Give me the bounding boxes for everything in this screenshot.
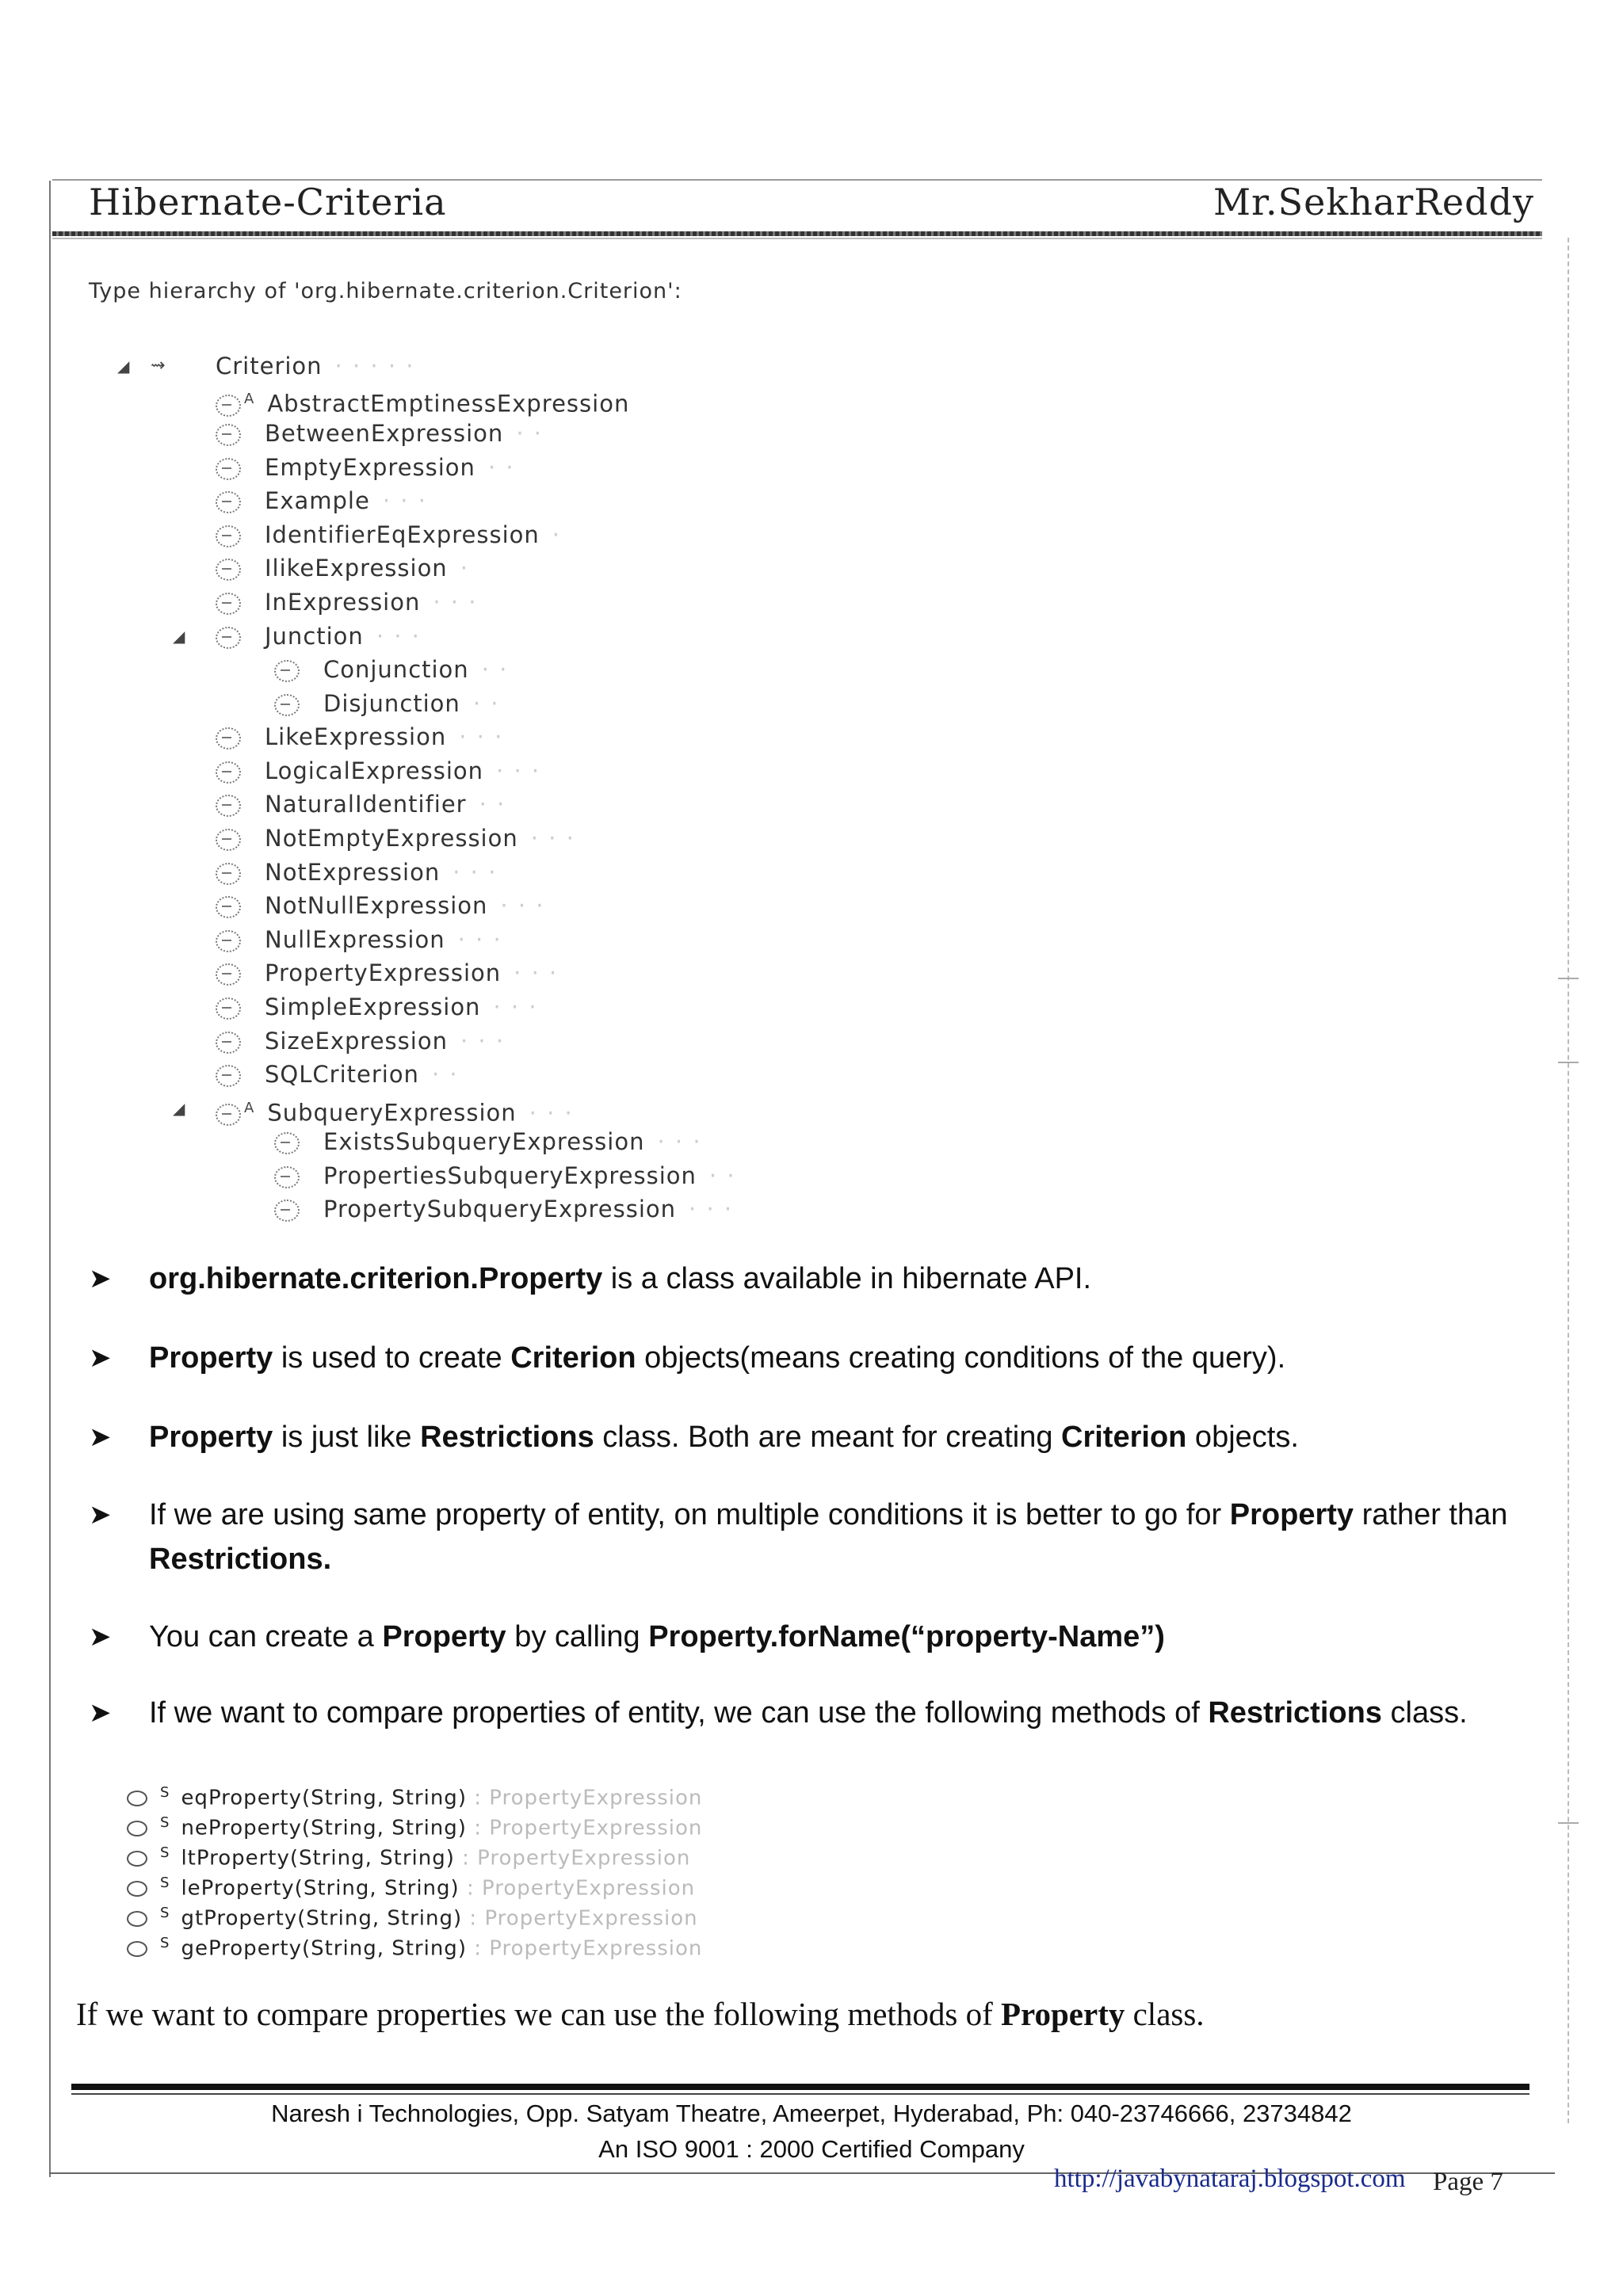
class-icon bbox=[216, 1065, 241, 1087]
arrow-bullet-icon: ➤ bbox=[89, 1697, 112, 1729]
class-icon bbox=[274, 1166, 300, 1188]
binding-edge-marks bbox=[1568, 238, 1571, 2123]
edge-tick bbox=[1558, 1822, 1579, 1824]
tree-item: IlikeExpression · bbox=[216, 552, 469, 584]
tree-item: LogicalExpression · · · bbox=[216, 755, 540, 787]
edge-tick bbox=[1558, 1062, 1579, 1063]
tree-item: NotNullExpression · · · bbox=[216, 890, 545, 921]
method-item: $^S$ neProperty(String, String) : PropertyExpression bbox=[127, 1808, 702, 1838]
tree-item: NotEmptyExpression · · · bbox=[216, 822, 575, 854]
class-icon bbox=[216, 930, 241, 952]
tree-item: $^A$ AbstractEmptinessExpression bbox=[216, 383, 629, 415]
class-icon bbox=[216, 761, 241, 784]
footer-divider-thin bbox=[71, 2093, 1529, 2095]
expand-triangle-icon: ◢ bbox=[117, 357, 131, 376]
tree-item: IdentifierEqExpression · bbox=[216, 519, 561, 551]
class-icon bbox=[216, 395, 241, 417]
author-name: Mr.SekharReddy bbox=[1212, 181, 1534, 223]
tree-item: EmptyExpression · · bbox=[216, 452, 515, 483]
tree-item: LikeExpression · · · bbox=[216, 721, 503, 753]
method-item: $^S$ gtProperty(String, String) : PropertyExpression bbox=[127, 1898, 698, 1928]
tree-item: Disjunction · · bbox=[274, 688, 499, 719]
method-item: $^S$ eqProperty(String, String) : PropertyExpression bbox=[127, 1778, 702, 1808]
tree-item: ExistsSubqueryExpression · · · bbox=[274, 1126, 702, 1158]
method-icon bbox=[127, 1911, 147, 1927]
edge-tick bbox=[1558, 978, 1579, 979]
class-icon bbox=[216, 727, 241, 749]
method-icon bbox=[127, 1821, 147, 1836]
class-icon bbox=[274, 660, 300, 682]
tree-item: NotExpression · · · bbox=[216, 856, 497, 888]
tree-item: BetweenExpression · · bbox=[216, 418, 543, 449]
class-icon bbox=[274, 1132, 300, 1154]
class-icon bbox=[216, 424, 241, 446]
tree-item: InExpression · · · bbox=[216, 586, 477, 618]
arrow-bullet-icon: ➤ bbox=[89, 1421, 112, 1453]
arrow-bullet-icon: ➤ bbox=[89, 1621, 112, 1653]
class-icon bbox=[216, 795, 241, 817]
interface-icon: ⇝ bbox=[151, 356, 166, 376]
tree-item: PropertyExpression · · · bbox=[216, 957, 558, 989]
tree-item: ◢ Junction · · · bbox=[216, 620, 421, 652]
footer-address: Naresh i Technologies, Opp. Satyam Theatre, Ameerpet, Hyderabad, Ph: 040-23746666, 23734842 bbox=[271, 2100, 1352, 2127]
tree-item: PropertySubqueryExpression · · · bbox=[274, 1193, 733, 1225]
class-icon bbox=[216, 997, 241, 1020]
class-icon bbox=[216, 1032, 241, 1054]
arrow-bullet-icon: ➤ bbox=[89, 1342, 112, 1374]
header-divider-thin bbox=[52, 238, 1542, 239]
class-icon bbox=[216, 1104, 241, 1126]
class-icon bbox=[216, 627, 241, 649]
class-icon bbox=[216, 963, 241, 986]
class-icon bbox=[216, 491, 241, 513]
method-icon bbox=[127, 1941, 147, 1957]
class-icon bbox=[216, 863, 241, 885]
tree-item: Conjunction · · bbox=[274, 654, 508, 685]
class-icon bbox=[216, 896, 241, 918]
hierarchy-caption: Type hierarchy of 'org.hibernate.criterion.Criterion': bbox=[89, 279, 682, 303]
tree-root: ◢ ⇝ Criterion · · · · · bbox=[216, 350, 415, 382]
class-icon bbox=[216, 458, 241, 480]
tree-item: NullExpression · · · bbox=[216, 924, 502, 955]
class-icon bbox=[216, 559, 241, 581]
arrow-bullet-icon: ➤ bbox=[89, 1263, 112, 1295]
page-number: Page 7 bbox=[1433, 2168, 1503, 2196]
expand-triangle-icon: ◢ bbox=[173, 1099, 186, 1118]
class-icon bbox=[274, 1199, 300, 1222]
footer-certification: An ISO 9001 : 2000 Certified Company bbox=[598, 2135, 1025, 2163]
method-item: $^S$ ltProperty(String, String) : PropertyExpression bbox=[127, 1838, 690, 1868]
page-title: Hibernate-Criteria bbox=[89, 181, 447, 223]
tree-item: Example · · · bbox=[216, 485, 427, 517]
method-icon bbox=[127, 1851, 147, 1867]
tree-item: ◢ $^A$ SubqueryExpression · · · bbox=[216, 1093, 574, 1124]
method-item: $^S$ geProperty(String, String) : PropertyExpression bbox=[127, 1928, 702, 1958]
class-icon bbox=[216, 829, 241, 851]
class-icon bbox=[216, 525, 241, 547]
tree-item: PropertiesSubqueryExpression · · bbox=[274, 1160, 736, 1192]
class-icon bbox=[274, 694, 300, 716]
header-divider bbox=[52, 231, 1542, 236]
method-item: $^S$ leProperty(String, String) : PropertyExpression bbox=[127, 1868, 695, 1898]
tree-item: SQLCriterion · · bbox=[216, 1058, 459, 1090]
tree-item: NaturalIdentifier · · bbox=[216, 788, 506, 820]
method-icon bbox=[127, 1791, 147, 1806]
tree-item: SizeExpression · · · bbox=[216, 1025, 505, 1057]
expand-triangle-icon: ◢ bbox=[173, 627, 186, 646]
footer-divider bbox=[71, 2084, 1529, 2090]
method-icon bbox=[127, 1881, 147, 1897]
arrow-bullet-icon: ➤ bbox=[89, 1499, 112, 1531]
footer-blog-url: http://javabynataraj.blogspot.com bbox=[1054, 2164, 1406, 2193]
class-icon bbox=[216, 593, 241, 615]
tree-item: SimpleExpression · · · bbox=[216, 991, 538, 1023]
closing-paragraph: If we want to compare properties we can use the following methods of Property class. bbox=[76, 1996, 1205, 2032]
